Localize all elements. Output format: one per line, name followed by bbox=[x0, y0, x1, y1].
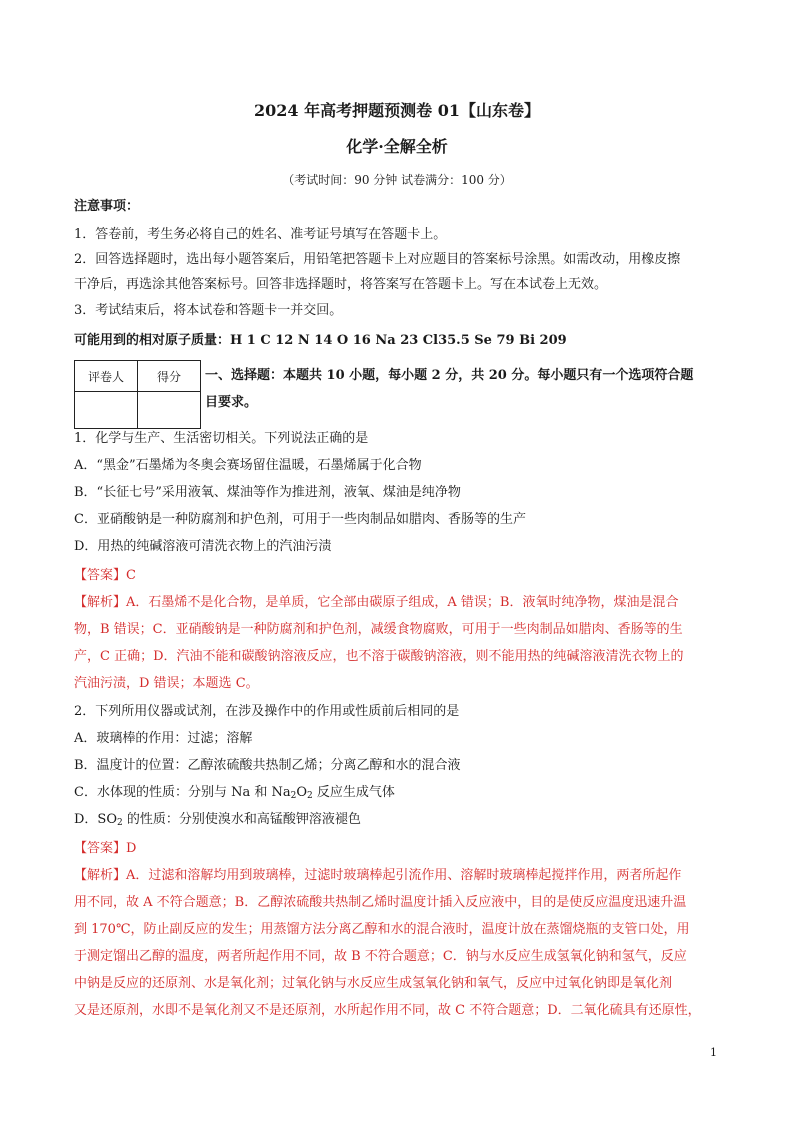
reviewer-blank-cell bbox=[75, 392, 138, 429]
section-heading-line1: 一、选择题：本题共 10 小题，每小题 2 分，共 20 分。每小题只有一个选项符合题 bbox=[205, 368, 694, 383]
q1-explanation-2: 物，B 错误；C．亚硝酸钠是一种防腐剂和护色剂，减缓食物腐败，可用于一些肉制品如腊肉、香肠等的生 bbox=[74, 622, 683, 637]
q2-explanation-1: 【解析】A．过滤和溶解均用到玻璃棒，过滤时玻璃棒起引流作用、溶解时玻璃棒起搅拌作用，两者所起作 bbox=[74, 868, 682, 883]
q2-option-a: A．玻璃棒的作用：过滤；溶解 bbox=[74, 731, 253, 746]
atomic-mass-line: 可能用到的相对原子质量：H 1 C 12 N 14 O 16 Na 23 Cl35.5 Se 79 Bi 209 bbox=[74, 333, 567, 348]
q2-explanation-6: 又是还原剂，水即不是氧化剂又不是还原剂，水所起作用不同，故 C 不符合题意；D．二氧化硫具有还原性， bbox=[74, 1003, 701, 1018]
exam-subtitle: 化学·全解全析 bbox=[346, 137, 448, 156]
q1-answer: 【答案】C bbox=[74, 568, 136, 583]
note-item-3: 3．考试结束后，将本试卷和答题卡一并交回。 bbox=[74, 303, 343, 318]
score-cell: 得分 bbox=[138, 361, 201, 392]
q2-option-c bbox=[74, 784, 734, 805]
q2-option-d-pre: D．SO bbox=[74, 812, 117, 827]
q2-option-c-post: 反应生成气体 bbox=[312, 785, 395, 800]
q2-option-c-mid: O bbox=[296, 785, 308, 800]
page-number: 1 bbox=[710, 1046, 717, 1059]
q1-option-b: B．“长征七号”采用液氧、煤油等作为推进剂，液氧、煤油是纯净物 bbox=[74, 485, 461, 500]
notes-heading: 注意事项： bbox=[74, 199, 140, 214]
q2-option-c-sub1: 2 bbox=[290, 791, 297, 801]
q2-option-b: B．温度计的位置：乙醇浓硫酸共热制乙烯；分离乙醇和水的混合液 bbox=[74, 758, 461, 773]
q2-explanation-4: 于测定馏出乙醇的温度，两者所起作用不同，故 B 不符合题意；C．钠与水反应生成氢氧化钠和氢气，反应 bbox=[74, 949, 687, 964]
q1-option-c: C．亚硝酸钠是一种防腐剂和护色剂，可用于一些肉制品如腊肉、香肠等的生产 bbox=[74, 512, 526, 527]
q1-option-a: A．“黑金”石墨烯为冬奥会赛场留住温暖，石墨烯属于化合物 bbox=[74, 458, 422, 473]
note-item-1: 1．答卷前，考生务必将自己的姓名、准考证号填写在答题卡上。 bbox=[74, 227, 447, 242]
exam-info: （考试时间：90 分钟 试卷满分：100 分） bbox=[282, 173, 512, 187]
q2-option-d-post: 的性质：分别使溴水和高锰酸钾溶液褪色 bbox=[122, 812, 361, 827]
q2-option-c-sub2: 2 bbox=[307, 791, 313, 801]
q2-explanation-3: 到 170℃，防止副反应的发生；用蒸馏方法分离乙醇和水的混合液时，温度计放在蒸馏烧瓶的支管口处，用 bbox=[74, 922, 690, 937]
q2-option-d-sub: 2 bbox=[117, 818, 123, 828]
q2-option-d bbox=[74, 811, 734, 832]
note-item-2a: 2．回答选择题时，选出每小题答案后，用铅笔把答题卡上对应题目的答案标号涂黑。如需改动，用橡皮擦 bbox=[74, 252, 681, 267]
exam-title: 2024 年高考押题预测卷 01【山东卷】 bbox=[254, 101, 540, 120]
q2-option-c-pre: C．水体现的性质：分别与 Na 和 Na bbox=[74, 785, 291, 800]
note-item-2b: 干净后，再选涂其他答案标号。回答非选择题时，将答案写在答题卡上。写在本试卷上无效。 bbox=[74, 277, 608, 292]
score-table bbox=[74, 360, 201, 429]
q2-explanation-5: 中钠是反应的还原剂、水是氧化剂；过氧化钠与水反应生成氢氧化钠和氧气，反应中过氧化钠即是氧化剂 bbox=[74, 976, 673, 991]
q1-explanation-3: 产，C 正确；D．汽油不能和碳酸钠溶液反应，也不溶于碳酸钠溶液，则不能用热的纯碱溶液清洗衣物上的 bbox=[74, 649, 684, 664]
reviewer-cell: 评卷人 bbox=[75, 361, 138, 392]
q2-explanation-2: 用不同，故 A 不符合题意；B．乙醇浓硫酸共热制乙烯时温度计插入反应液中，目的是使反应温度迅速升温 bbox=[74, 895, 687, 910]
q1-explanation-4: 汽油污渍，D 错误；本题选 C。 bbox=[74, 676, 259, 691]
q2-stem: 2．下列所用仪器或试剂，在涉及操作中的作用或性质前后相同的是 bbox=[74, 704, 460, 719]
section-heading-line2: 目要求。 bbox=[205, 395, 258, 410]
score-blank-cell bbox=[138, 392, 201, 429]
q1-stem: 1．化学与生产、生活密切相关。下列说法正确的是 bbox=[74, 431, 369, 446]
q2-answer: 【答案】D bbox=[74, 841, 137, 856]
q1-explanation-1: 【解析】A．石墨烯不是化合物，是单质，它全部由碳原子组成，A 错误；B．液氧时纯净物，煤油是混合 bbox=[74, 595, 679, 610]
q1-option-d: D．用热的纯碱溶液可清洗衣物上的汽油污渍 bbox=[74, 539, 332, 554]
